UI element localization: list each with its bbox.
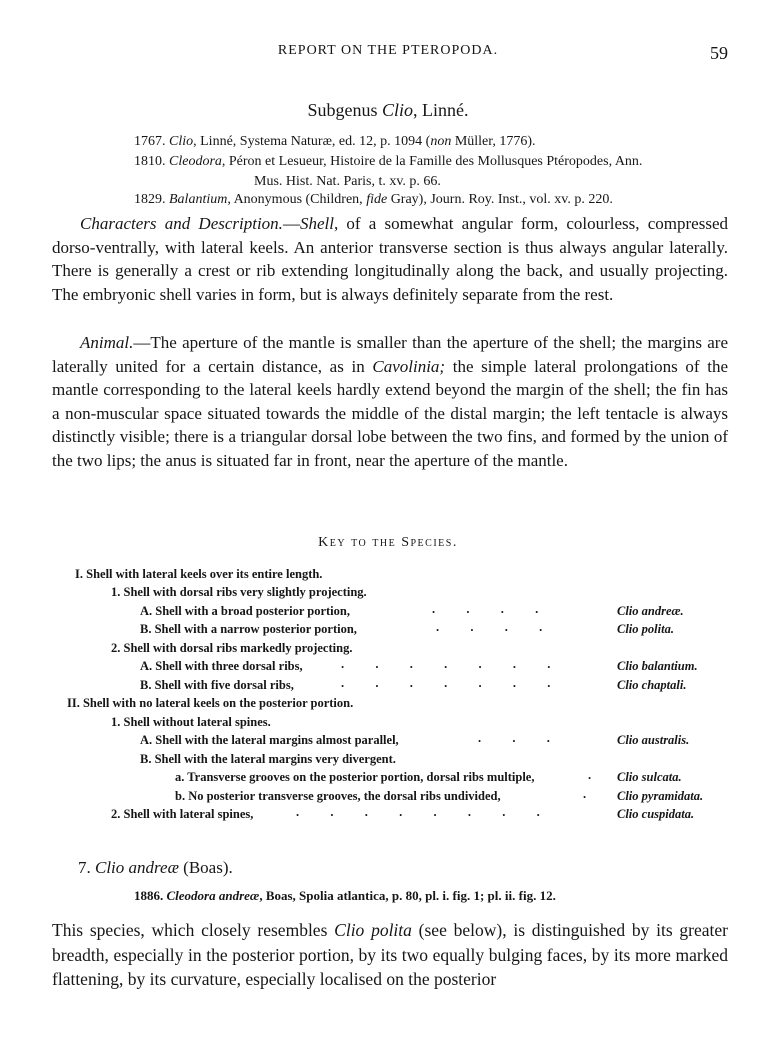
- leader-dots: .: [583, 787, 587, 801]
- key-row: [67, 694, 353, 712]
- key-text: a. Transverse grooves on the posterior portion, dorsal ribs multiple,: [175, 770, 535, 784]
- synonym-name: Cleodora: [169, 154, 222, 169]
- synonym-entry: [134, 132, 734, 152]
- key-text: 1. Shell without lateral spines.: [111, 715, 271, 729]
- shell-word: Shell: [299, 214, 334, 233]
- species-name: Clio polita: [334, 920, 412, 940]
- running-title: REPORT ON THE PTEROPODA.: [277, 43, 499, 58]
- key-row: [140, 620, 357, 638]
- key-text: b. No posterior transverse grooves, the dorsal ribs undivided,: [175, 789, 501, 803]
- synonym-entry: [134, 190, 734, 210]
- synonym-text: , Linné, Systema Naturæ, ed. 12, p. 1094 (: [193, 134, 431, 149]
- synonym-name: Clio: [169, 134, 194, 149]
- key-text: 2. Shell with lateral spines,: [111, 807, 254, 821]
- species-name: Clio balantium.: [617, 659, 698, 673]
- species-name: Clio andreæ: [95, 858, 179, 877]
- key-row: [140, 676, 294, 694]
- leader-dots: .: [588, 768, 592, 782]
- running-header: [0, 43, 776, 67]
- animal-body: —The aperture of the mantle is smaller than the aperture of the shell; the margins are laterally united for a certain distance, as in: [52, 333, 728, 376]
- description-text: (see below), is distinguished by its greater breadth, especially in the posterior portion, by its two equally bulging faces, by its more marked flattening, by its curvature, especially localised on the posterior: [52, 920, 728, 989]
- synonym-continuation: Mus. Hist. Nat. Paris, t. xv. p. 66.: [254, 174, 441, 189]
- characters-lead: Characters and Description.: [80, 214, 283, 233]
- species-name: Clio sulcata.: [617, 770, 682, 784]
- key-text: B. Shell with five dorsal ribs,: [140, 678, 294, 692]
- characters-paragraph: [52, 212, 728, 306]
- subgenus-suffix: , Linné.: [413, 100, 469, 120]
- key-row: [111, 713, 271, 731]
- synonym-note: fide: [366, 192, 388, 207]
- species-name: Clio chaptali.: [617, 678, 687, 692]
- key-text: II. Shell with no lateral keels on the posterior portion.: [67, 696, 354, 710]
- key-text: 1. Shell with dorsal ribs very slightly projecting.: [111, 585, 367, 599]
- leader-dots: . . . . . . .: [341, 676, 551, 690]
- key-row: [111, 583, 367, 601]
- synonym-text: , Anonymous (Children,: [227, 192, 367, 207]
- key-text: 2. Shell with dorsal ribs markedly projecting.: [111, 641, 353, 655]
- synonym-year: 1767.: [134, 134, 166, 149]
- species-name: Clio andreæ.: [617, 604, 684, 618]
- synonym-text: Gray), Journ. Roy. Inst., vol. xv. p. 220.: [387, 192, 613, 207]
- synonym-text: Müller, 1776).: [451, 134, 536, 149]
- animal-paragraph: [52, 331, 728, 473]
- synonym-year: 1810.: [134, 154, 166, 169]
- subgenus-prefix: Subgenus: [307, 100, 382, 120]
- synonym-note: non: [430, 134, 452, 149]
- reference-name: Cleodora andreæ: [166, 888, 260, 903]
- key-row: [111, 805, 253, 823]
- key-row: [111, 639, 352, 657]
- key-row: [140, 657, 303, 675]
- genus-name: Cavolinia;: [372, 356, 446, 376]
- synonym-year: 1829.: [134, 192, 166, 207]
- description-paragraph: [52, 918, 728, 992]
- dash: —: [282, 214, 300, 233]
- key-text: I. Shell with lateral keels over its entire length.: [75, 567, 323, 581]
- key-text: A. Shell with a broad posterior portion,: [140, 604, 350, 618]
- subgenus-heading: [0, 100, 776, 121]
- species-reference: [134, 888, 556, 904]
- key-row: [175, 768, 535, 786]
- species-heading: [78, 858, 233, 878]
- species-name: Clio cuspidata.: [617, 807, 695, 821]
- leader-dots: . . . . . . .: [341, 657, 551, 671]
- animal-body: the simple lateral prolongations of the mantle corresponding to the lateral keels hardly extend beyond the margin of the shell; the fin has a non-muscular space situated towards the middle of the distal margin; the left tentacle is always distinctly visible; there is a triangular dorsal lobe between the two fins, and formed by the union of the two lips; the anus is situated far in front, near the aperture of the mantle.: [52, 356, 728, 470]
- synonym-entry: [134, 152, 734, 192]
- synonym-text: , Péron et Lesueur, Histoire de la Famille des Mollusques Ptéropodes, Ann.: [221, 154, 643, 169]
- synonym-name: Balantium: [169, 192, 228, 207]
- species-name: Clio polita.: [617, 622, 674, 636]
- key-row: [75, 565, 322, 583]
- key-row: [140, 602, 350, 620]
- key-text: B. Shell with the lateral margins very divergent.: [140, 752, 396, 766]
- key-row: [175, 787, 501, 805]
- reference-text: , Boas, Spolia atlantica, p. 80, pl. i. fig. 1; pl. ii. fig. 12.: [259, 888, 556, 903]
- subgenus-name: Clio: [382, 100, 414, 120]
- species-author: (Boas).: [178, 858, 233, 877]
- leader-dots: . . .: [478, 731, 550, 745]
- species-name: Clio pyramidata.: [617, 789, 704, 803]
- leader-dots: . . . .: [432, 602, 539, 616]
- key-text: A. Shell with three dorsal ribs,: [140, 659, 303, 673]
- leader-dots: . . . . . . . .: [296, 805, 540, 819]
- characters-body: , of a somewhat angular form, colourless, compressed dorso-ventrally, with lateral keels. An anterior transverse section is thus always angular laterally. There is generally a crest or rib extending longitudinally along the back, and usually projecting. The embryonic shell varies in form, but is always definitely separate from the rest.: [52, 214, 728, 304]
- animal-lead: Animal.: [80, 333, 134, 352]
- species-number: 7.: [78, 858, 91, 877]
- key-text: A. Shell with the lateral margins almost parallel,: [140, 733, 399, 747]
- key-title: Key to the Species.: [318, 535, 458, 550]
- page-number: 59: [710, 43, 728, 63]
- species-name: Clio australis.: [617, 733, 690, 747]
- reference-year: 1886.: [134, 888, 164, 903]
- description-text: This species, which closely resembles: [52, 920, 335, 940]
- leader-dots: . . . .: [436, 620, 543, 634]
- key-row: [140, 731, 399, 749]
- key-text: B. Shell with a narrow posterior portion,: [140, 622, 357, 636]
- key-row: [140, 750, 396, 768]
